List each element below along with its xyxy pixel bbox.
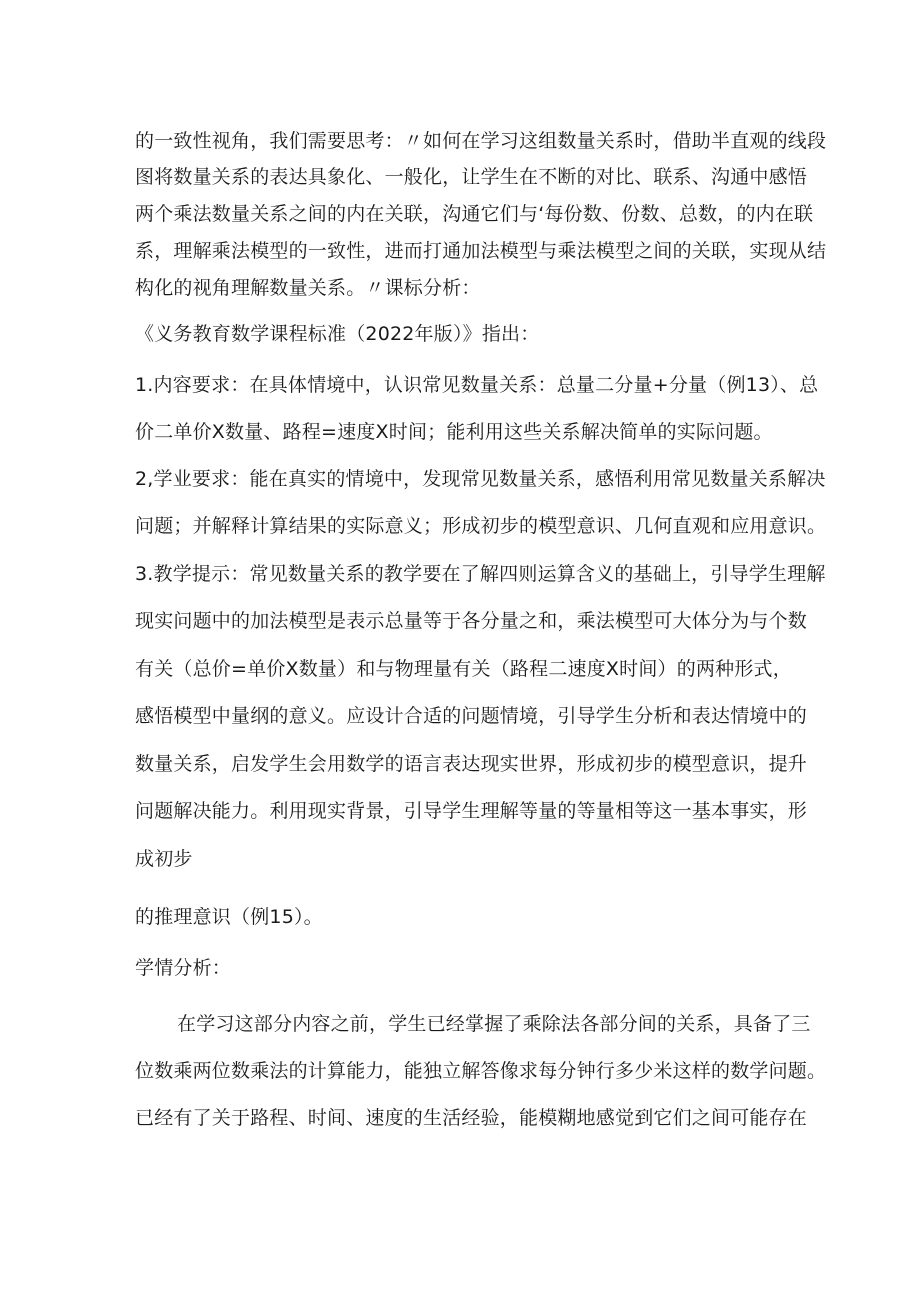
text-line: 的一致性视角，我们需要思考：〃如何在学习这组数量关系时，借助半直观的线段 <box>135 130 827 152</box>
text-line: 已经有了关于路程、时间、速度的生活经验，能模糊地感觉到它们之间可能存在 <box>135 1107 808 1129</box>
text-line: 两个乘法数量关系之间的内在关联，沟通它们与‘每份数、份数、总数，的内在联 <box>135 203 814 225</box>
text-line: 图将数量关系的表达具象化、一般化，让学生在不断的对比、联系、沟通中感悟 <box>135 166 808 188</box>
text-line: 有关（总价=单价X数量）和与物理量有关（路程二速度X时间）的两种形式， <box>135 658 792 680</box>
text-line: 现实问题中的加法模型是表示总量等于各分量之和，乘法模型可大体分为与个数 <box>135 610 808 632</box>
section-heading: 学情分析： <box>135 957 232 979</box>
text-line: 1.内容要求：在具体情境中，认识常见数量关系：总量二分量+分量（例13）、总 <box>135 374 819 396</box>
text-line: 成初步 <box>135 848 193 870</box>
paragraph-first-line: 在学习这部分内容之前，学生已经掌握了乘除法各部分间的关系，具备了三 <box>177 1013 811 1035</box>
text-line: 感悟模型中量纲的意义。应设计合适的问题情境，引导学生分析和表达情境中的 <box>135 705 808 727</box>
text-line: 问题解决能力。利用现实背景，引导学生理解等量的等量相等这一基本事实，形 <box>135 800 808 822</box>
text-line: 3.教学提示：常见数量关系的教学要在了解四则运算含义的基础上，引导学生理解 <box>135 563 826 585</box>
text-line: 位数乘两位数乘法的计算能力，能独立解答像求每分钟行多少米这样的数学问题。 <box>135 1060 827 1082</box>
text-line: 系，理解乘法模型的一致性，进而打通加法模型与乘法模型之间的关联，实现从结 <box>135 240 827 262</box>
text-line: 数量关系，启发学生会用数学的语言表达现实世界，形成初步的模型意识，提升 <box>135 753 808 775</box>
text-line: 《义务教育数学课程标准（2022年版）》指出： <box>135 323 540 345</box>
text-line: 2,学业要求：能在真实的情境中，发现常见数量关系，感悟利用常见数量关系解决 <box>135 468 826 490</box>
text-line: 构化的视角理解数量关系。〃课标分析： <box>135 277 481 299</box>
text-line: 的推理意识（例15）。 <box>135 906 323 928</box>
text-line: 价二单价X数量、路程=速度X时间；能利用这些关系解决简单的实际问题。 <box>135 421 773 443</box>
text-line: 问题；并解释计算结果的实际意义；形成初步的模型意识、几何直观和应用意识。 <box>135 515 827 537</box>
